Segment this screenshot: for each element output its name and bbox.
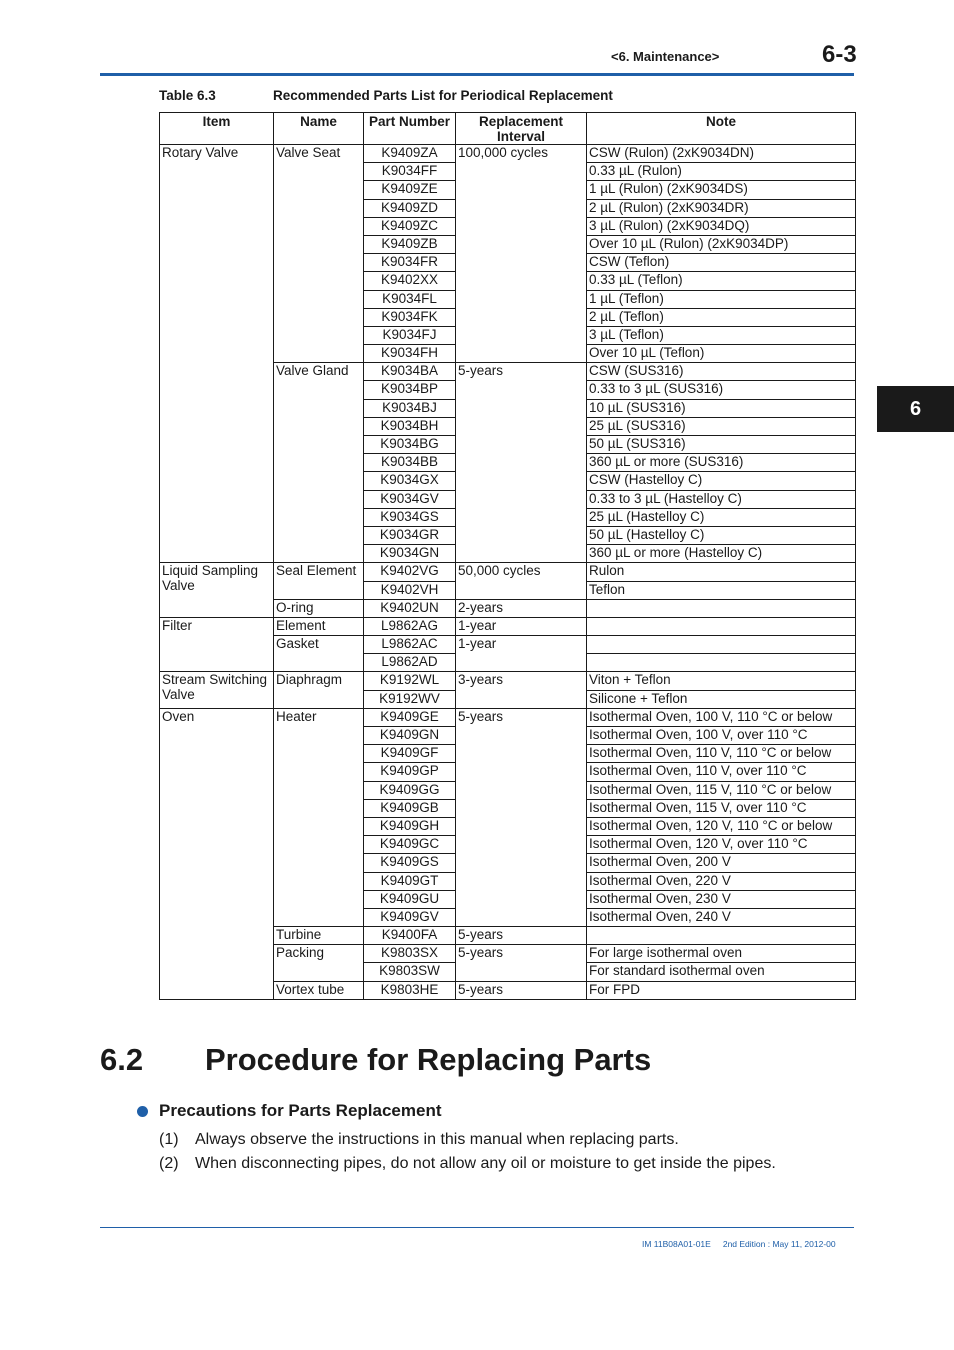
list-item xyxy=(159,1155,776,1173)
cell-note: Isothermal Oven, 100 V, over 110 °C xyxy=(587,727,856,745)
cell-note: Viton + Teflon xyxy=(587,672,856,690)
cell-part-number: K9409ZD xyxy=(364,199,456,217)
cell-part-number: K9409ZA xyxy=(364,145,456,163)
cell-interval: 1-year xyxy=(456,617,587,635)
column-header: Name xyxy=(274,113,364,145)
cell-note xyxy=(587,654,856,672)
cell-part-number: K9034GS xyxy=(364,508,456,526)
cell-part-number: K9192WL xyxy=(364,672,456,690)
cell-part-number: K9034FL xyxy=(364,290,456,308)
cell-note: Rulon xyxy=(587,563,856,581)
cell-part-number: K9192WV xyxy=(364,690,456,708)
cell-note: 50 µL (Hastelloy C) xyxy=(587,526,856,544)
cell-name: Vortex tube xyxy=(274,981,364,999)
cell-part-number: K9409GU xyxy=(364,890,456,908)
cell-part-number: K9409ZC xyxy=(364,217,456,235)
cell-part-number: K9034GN xyxy=(364,545,456,563)
cell-part-number: K9400FA xyxy=(364,927,456,945)
table-caption xyxy=(159,88,613,103)
list-item xyxy=(159,1131,679,1149)
section-title xyxy=(100,1042,651,1078)
cell-note: Over 10 µL (Rulon) (2xK9034DP) xyxy=(587,235,856,253)
footer-edition: 2nd Edition : May 11, 2012-00 xyxy=(722,1239,836,1249)
cell-note: 3 µL (Teflon) xyxy=(587,326,856,344)
cell-part-number: K9034BP xyxy=(364,381,456,399)
cell-part-number: K9034BG xyxy=(364,436,456,454)
cell-part-number: K9034GV xyxy=(364,490,456,508)
cell-name: Seal Element xyxy=(274,563,364,599)
cell-part-number: K9409GH xyxy=(364,817,456,835)
cell-note: 2 µL (Rulon) (2xK9034DR) xyxy=(587,199,856,217)
bullet-dot-icon xyxy=(137,1106,148,1117)
cell-note: 50 µL (SUS316) xyxy=(587,436,856,454)
cell-part-number: K9402VH xyxy=(364,581,456,599)
cell-part-number: K9409GG xyxy=(364,781,456,799)
table-row xyxy=(160,617,856,635)
cell-part-number: K9402VG xyxy=(364,563,456,581)
footer-rule xyxy=(100,1227,854,1228)
column-header: Replacement Interval xyxy=(456,113,587,145)
cell-note: 25 µL (Hastelloy C) xyxy=(587,508,856,526)
cell-name: Gasket xyxy=(274,636,364,672)
cell-part-number: K9402XX xyxy=(364,272,456,290)
cell-note: Isothermal Oven, 230 V xyxy=(587,890,856,908)
cell-part-number: K9803SX xyxy=(364,945,456,963)
cell-note xyxy=(587,599,856,617)
cell-name: O-ring xyxy=(274,599,364,617)
cell-note: 25 µL (SUS316) xyxy=(587,417,856,435)
cell-note: Isothermal Oven, 110 V, over 110 °C xyxy=(587,763,856,781)
cell-name: Packing xyxy=(274,945,364,981)
cell-interval: 2-years xyxy=(456,599,587,617)
cell-part-number: K9034FR xyxy=(364,254,456,272)
cell-note xyxy=(587,636,856,654)
cell-part-number: K9803SW xyxy=(364,963,456,981)
list-item-number: (2) xyxy=(159,1155,179,1172)
cell-part-number: K9409GB xyxy=(364,799,456,817)
cell-note: 1 µL (Rulon) (2xK9034DS) xyxy=(587,181,856,199)
cell-part-number: K9034FJ xyxy=(364,326,456,344)
cell-part-number: K9409GT xyxy=(364,872,456,890)
cell-part-number: K9409GF xyxy=(364,745,456,763)
cell-note: 0.33 µL (Teflon) xyxy=(587,272,856,290)
cell-part-number: K9034BJ xyxy=(364,399,456,417)
cell-note: 3 µL (Rulon) (2xK9034DQ) xyxy=(587,217,856,235)
column-header: Item xyxy=(160,113,274,145)
cell-part-number: K9034GX xyxy=(364,472,456,490)
cell-name: Element xyxy=(274,617,364,635)
cell-note xyxy=(587,617,856,635)
cell-note: Silicone + Teflon xyxy=(587,690,856,708)
cell-note: CSW (Rulon) (2xK9034DN) xyxy=(587,145,856,163)
cell-part-number: L9862AC xyxy=(364,636,456,654)
table-row xyxy=(160,563,856,581)
cell-interval: 5-years xyxy=(456,945,587,981)
cell-note: 360 µL or more (Hastelloy C) xyxy=(587,545,856,563)
cell-part-number: K9034FK xyxy=(364,308,456,326)
cell-note: CSW (Hastelloy C) xyxy=(587,472,856,490)
cell-note: Isothermal Oven, 120 V, over 110 °C xyxy=(587,836,856,854)
section-title-text: Procedure for Replacing Parts xyxy=(205,1042,652,1077)
cell-part-number: K9034BA xyxy=(364,363,456,381)
cell-part-number: K9402UN xyxy=(364,599,456,617)
cell-part-number: K9409GV xyxy=(364,908,456,926)
cell-interval: 5-years xyxy=(456,981,587,999)
cell-note: Isothermal Oven, 115 V, 110 °C or below xyxy=(587,781,856,799)
table-caption-number: Table 6.3 xyxy=(159,88,216,103)
cell-note: Over 10 µL (Teflon) xyxy=(587,345,856,363)
cell-part-number: K9409ZB xyxy=(364,235,456,253)
parts-table xyxy=(159,112,856,1000)
chapter-tab: 6 xyxy=(877,386,954,432)
cell-note: 1 µL (Teflon) xyxy=(587,290,856,308)
cell-note: 0.33 µL (Rulon) xyxy=(587,163,856,181)
header-rule xyxy=(100,73,854,76)
cell-part-number: K9409GN xyxy=(364,727,456,745)
cell-note xyxy=(587,927,856,945)
cell-part-number: K9803HE xyxy=(364,981,456,999)
cell-note: For standard isothermal oven xyxy=(587,963,856,981)
list-item-text: When disconnecting pipes, do not allow any oil or moisture to get inside the pipes. xyxy=(195,1155,776,1172)
cell-name: Diaphragm xyxy=(274,672,364,708)
cell-item: Oven xyxy=(160,708,274,999)
cell-interval: 5-years xyxy=(456,363,587,563)
cell-part-number: K9034BH xyxy=(364,417,456,435)
cell-note: Teflon xyxy=(587,581,856,599)
column-header: Note xyxy=(587,113,856,145)
cell-part-number: L9862AD xyxy=(364,654,456,672)
cell-name: Valve Gland xyxy=(274,363,364,563)
cell-note: Isothermal Oven, 100 V, 110 °C or below xyxy=(587,708,856,726)
precautions-heading-text: Precautions for Parts Replacement xyxy=(159,1101,442,1120)
cell-part-number: K9409GC xyxy=(364,836,456,854)
cell-item: Liquid Sampling Valve xyxy=(160,563,274,618)
precautions-heading xyxy=(137,1101,441,1121)
cell-note: 360 µL or more (SUS316) xyxy=(587,454,856,472)
cell-interval: 1-year xyxy=(456,636,587,672)
cell-part-number: L9862AG xyxy=(364,617,456,635)
list-item-text: Always observe the instructions in this manual when replacing parts. xyxy=(195,1131,679,1148)
footer-doc-id: IM 11B08A01-01E xyxy=(642,1239,711,1249)
cell-part-number: K9034FH xyxy=(364,345,456,363)
cell-note: Isothermal Oven, 240 V xyxy=(587,908,856,926)
cell-interval: 5-years xyxy=(456,927,587,945)
cell-note: CSW (Teflon) xyxy=(587,254,856,272)
cell-note: Isothermal Oven, 115 V, over 110 °C xyxy=(587,799,856,817)
column-header: Part Number xyxy=(364,113,456,145)
section-number: 6.2 xyxy=(100,1042,144,1077)
table-row xyxy=(160,672,856,690)
cell-note: For FPD xyxy=(587,981,856,999)
cell-note: 10 µL (SUS316) xyxy=(587,399,856,417)
cell-name: Turbine xyxy=(274,927,364,945)
cell-part-number: K9409GP xyxy=(364,763,456,781)
cell-interval: 3-years xyxy=(456,672,587,708)
cell-interval: 100,000 cycles xyxy=(456,145,587,363)
cell-part-number: K9034BB xyxy=(364,454,456,472)
list-item-number: (1) xyxy=(159,1131,179,1148)
cell-part-number: K9409GE xyxy=(364,708,456,726)
cell-note: 0.33 to 3 µL (SUS316) xyxy=(587,381,856,399)
page-number: 6-3 xyxy=(822,41,857,68)
cell-interval: 50,000 cycles xyxy=(456,563,587,599)
cell-part-number: K9409GS xyxy=(364,854,456,872)
cell-name: Valve Seat xyxy=(274,145,364,363)
cell-note: Isothermal Oven, 110 V, 110 °C or below xyxy=(587,745,856,763)
cell-note: 2 µL (Teflon) xyxy=(587,308,856,326)
cell-name: Heater xyxy=(274,708,364,926)
cell-note: 0.33 to 3 µL (Hastelloy C) xyxy=(587,490,856,508)
cell-note: CSW (SUS316) xyxy=(587,363,856,381)
table-header-row xyxy=(160,113,856,145)
cell-part-number: K9034GR xyxy=(364,526,456,544)
table-caption-title: Recommended Parts List for Periodical Replacement xyxy=(273,88,613,103)
cell-note: Isothermal Oven, 200 V xyxy=(587,854,856,872)
footer xyxy=(642,1239,836,1249)
cell-item: Filter xyxy=(160,617,274,672)
cell-interval: 5-years xyxy=(456,708,587,926)
cell-item: Stream Switching Valve xyxy=(160,672,274,708)
table-row xyxy=(160,708,856,726)
cell-note: Isothermal Oven, 120 V, 110 °C or below xyxy=(587,817,856,835)
cell-part-number: K9409ZE xyxy=(364,181,456,199)
cell-note: For large isothermal oven xyxy=(587,945,856,963)
cell-note: Isothermal Oven, 220 V xyxy=(587,872,856,890)
cell-item: Rotary Valve xyxy=(160,145,274,563)
header-section-label: <6. Maintenance> xyxy=(611,49,720,64)
table-row xyxy=(160,145,856,163)
cell-part-number: K9034FF xyxy=(364,163,456,181)
